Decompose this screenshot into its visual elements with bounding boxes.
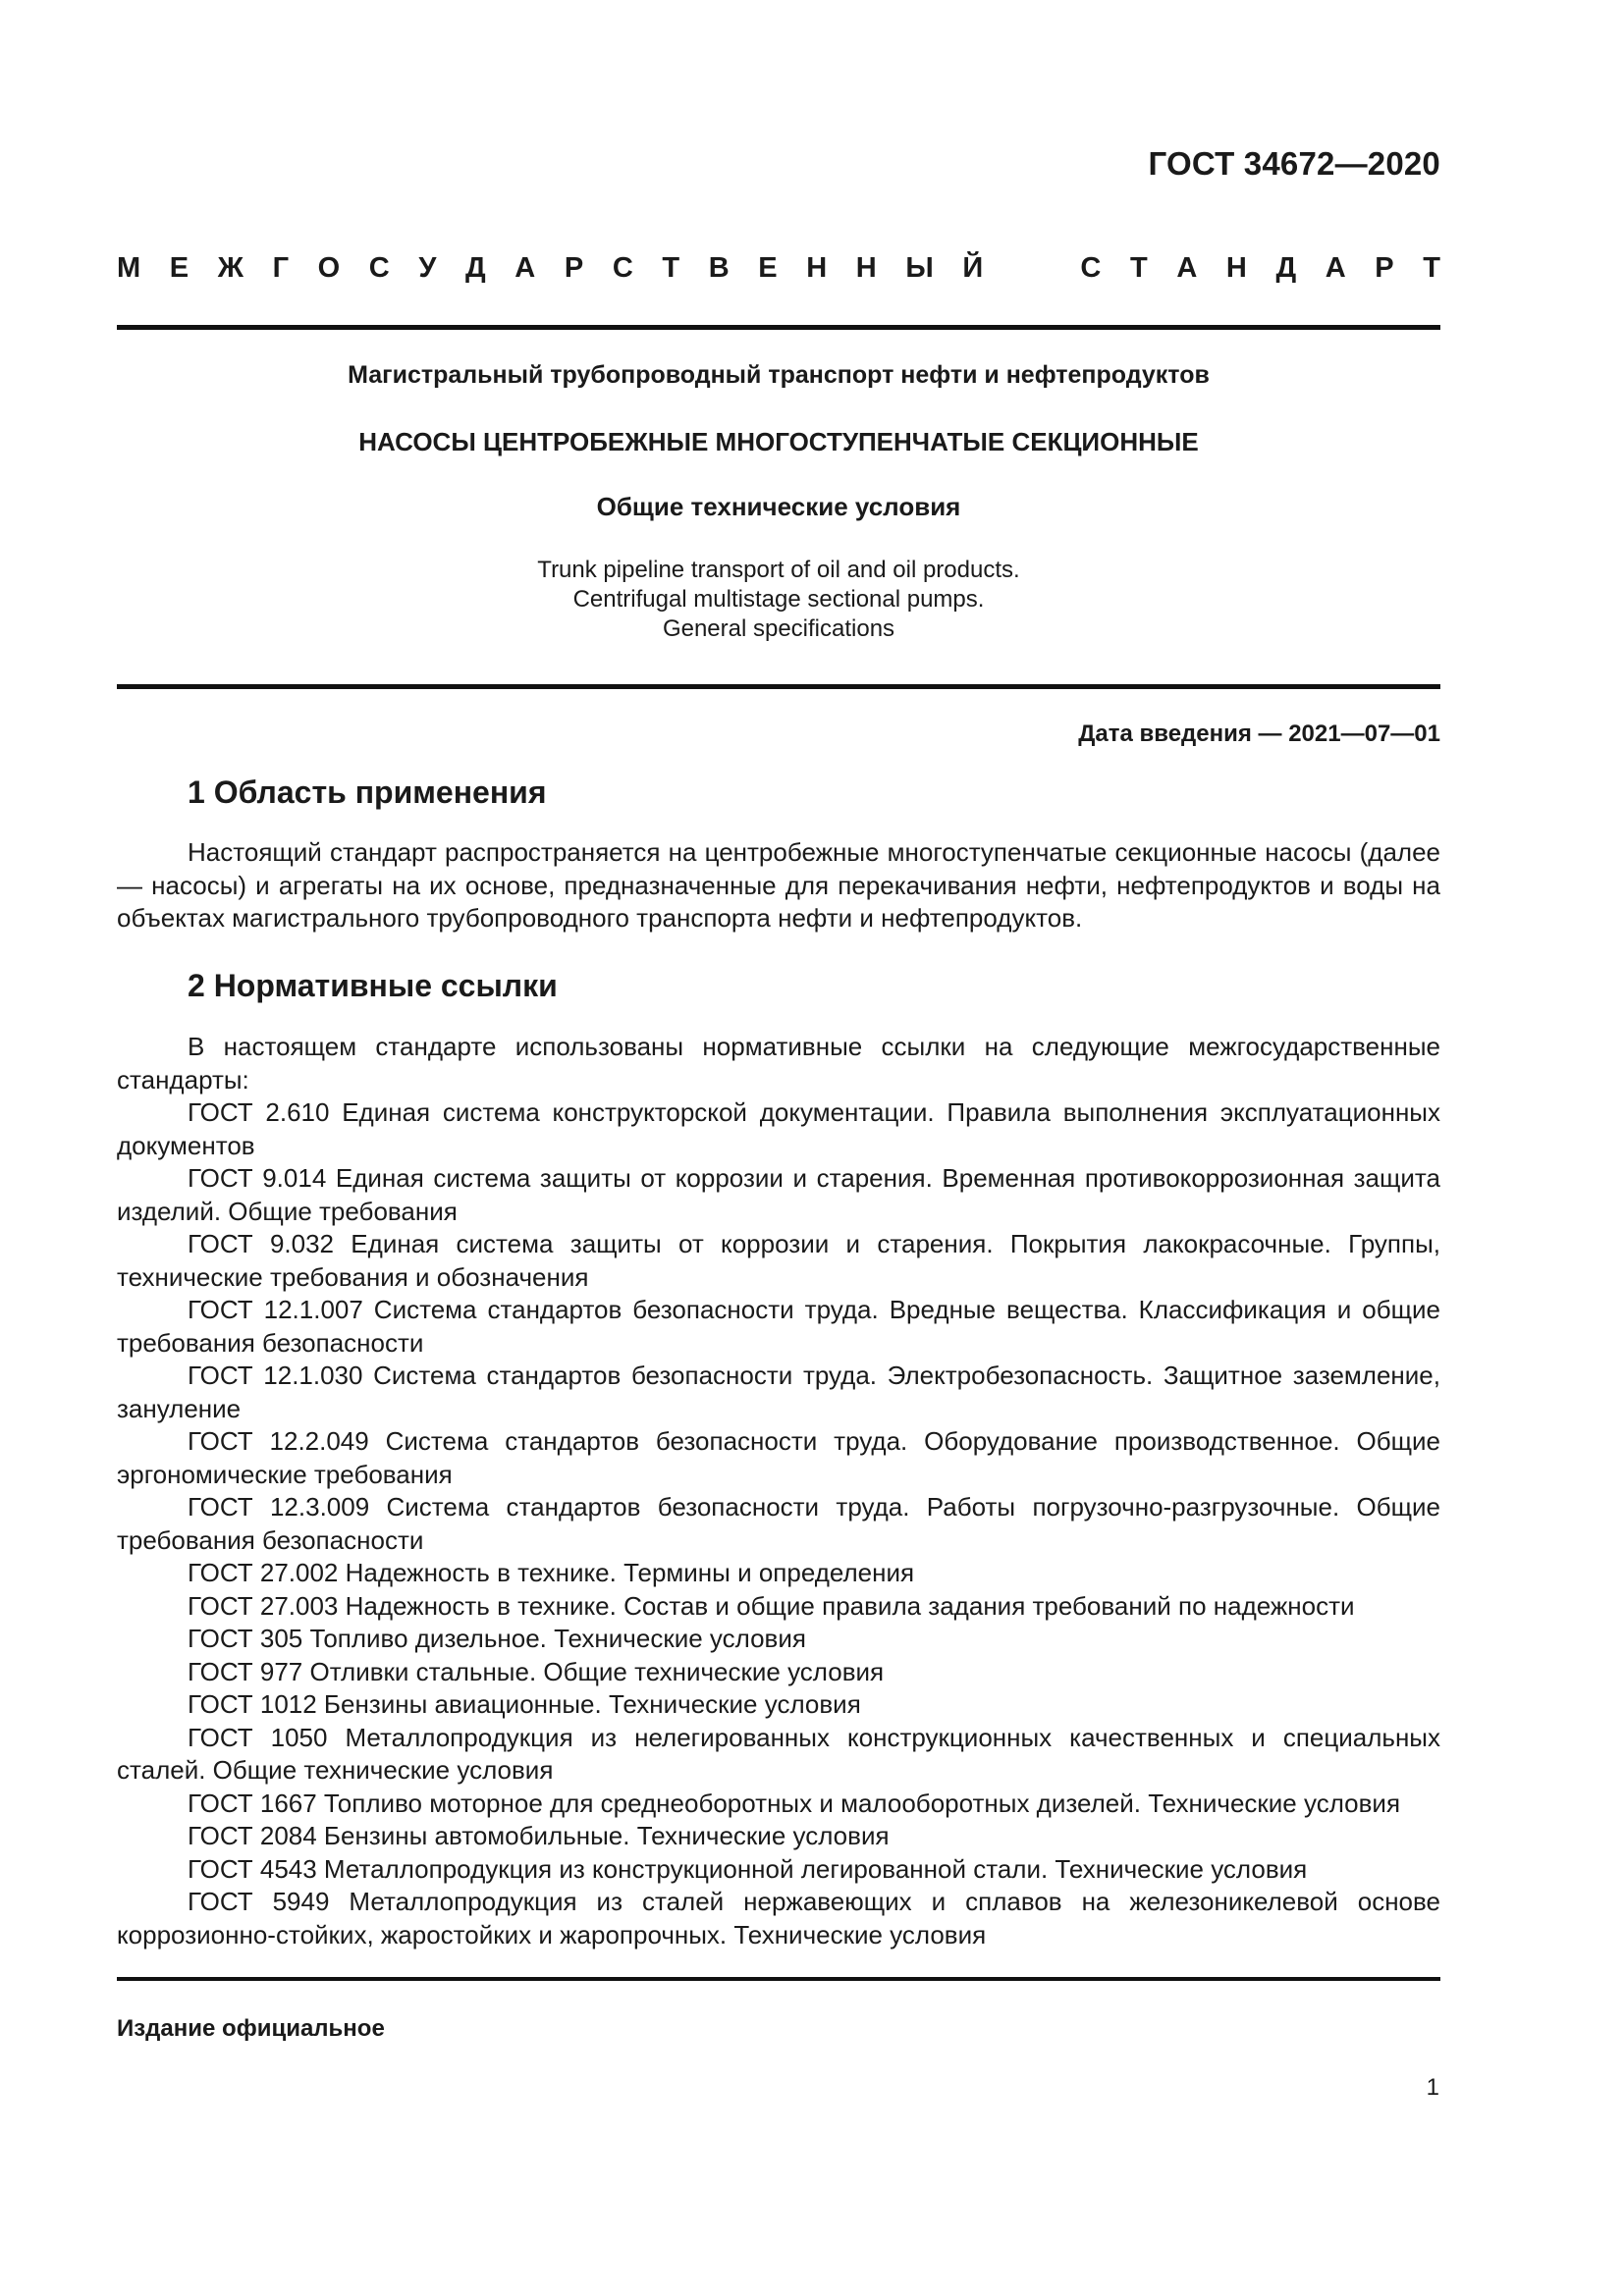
heading-letter: А [1325, 252, 1346, 284]
heading-letter: А [1176, 252, 1198, 284]
reference-item: ГОСТ 12.1.030 Система стандартов безопасности труда. Электробезопасность. Защитное заземление, зануление [117, 1361, 1440, 1423]
heading-letter: Р [564, 252, 584, 284]
reference-item: ГОСТ 1012 Бензины авиационные. Технические условия [188, 1689, 861, 1719]
heading-letter: С [1080, 252, 1102, 284]
section-1-body [117, 836, 1440, 935]
word-gap [1012, 252, 1052, 285]
english-title-line: Centrifugal multistage sectional pumps. [572, 586, 985, 613]
official-edition-label: Издание официальное [117, 2015, 385, 2042]
reference-item: ГОСТ 1667 Топливо моторное для среднеоборотных и малооборотных дизелей. Технические условия [188, 1788, 1401, 1818]
heading-letter: Е [758, 252, 778, 284]
heading-letter: В [708, 252, 730, 284]
reference-item: ГОСТ 305 Топливо дизельное. Технические условия [188, 1624, 806, 1653]
title-name: НАСОСЫ ЦЕНТРОБЕЖНЫЕ МНОГОСТУПЕНЧАТЫЕ СЕКЦИОННЫЕ [358, 427, 1199, 456]
reference-item: ГОСТ 2.610 Единая система конструкторской документации. Правила выполнения эксплуатационных документов [117, 1097, 1440, 1160]
english-title-line: General specifications [662, 615, 895, 642]
heading-letter: У [418, 252, 437, 284]
heading-letter: Т [1129, 252, 1148, 284]
footer-divider [117, 1977, 1440, 1981]
heading-letter: О [317, 252, 341, 284]
title-category: Магистральный трубопроводный транспорт нефти и нефтепродуктов [348, 361, 1210, 389]
heading-letter: Д [1275, 252, 1297, 284]
reference-item: ГОСТ 977 Отливки стальные. Общие технические условия [188, 1656, 885, 1686]
reference-item: ГОСТ 27.002 Надежность в технике. Термины и определения [188, 1558, 915, 1587]
heading-letter: Т [1423, 252, 1440, 284]
reference-item: ГОСТ 27.003 Надежность в технике. Состав и общие правила задания требований по надежности [188, 1590, 1355, 1621]
reference-item: ГОСТ 4543 Металлопродукция из конструкционной легированной стали. Технические условия [188, 1853, 1308, 1884]
paragraph: Настоящий стандарт распространяется на центробежные многоступенчатые секционные насосы (далее — насосы) и агрегаты на их основе, предназначенные для перекачивания нефти, нефтепродуктов и воды на объектах магистрального трубопроводного транспорта нефти и нефтепродуктов. [117, 837, 1440, 933]
heading-letter: Г [272, 252, 290, 284]
paragraph: В настоящем стандарте использованы нормативные ссылки на следующие межгосударственные стандарты: [117, 1032, 1440, 1095]
heading-letter: С [612, 252, 633, 284]
heading-letter: Р [1375, 252, 1394, 284]
section-2-heading: 2 Нормативные ссылки [188, 968, 558, 1003]
title-divider [117, 684, 1440, 689]
top-divider [117, 325, 1440, 330]
reference-item: ГОСТ 5949 Металлопродукция из сталей нержавеющих и сплавов на железоникелевой основе коррозионно-стойких, жаростойких и жаропрочных. Технические условия [117, 1887, 1440, 1949]
heading-letter: С [368, 252, 390, 284]
heading-letter: А [514, 252, 536, 284]
heading-letter: Ж [217, 252, 244, 284]
introduction-date: Дата введения — 2021—07—01 [1078, 721, 1440, 747]
page-number: 1 [1426, 2074, 1439, 2101]
heading-letter: Й [962, 252, 984, 284]
heading-letter: Н [855, 252, 877, 284]
interstate-standard-heading [117, 252, 1440, 285]
heading-letter: Д [465, 252, 486, 284]
reference-item: ГОСТ 2084 Бензины автомобильные. Технические условия [188, 1821, 890, 1850]
english-title [117, 556, 1440, 644]
english-title-line: Trunk pipeline transport of oil and oil products. [537, 557, 1020, 583]
reference-item: ГОСТ 12.1.007 Система стандартов безопасности труда. Вредные вещества. Классификация и общие требования безопасности [117, 1295, 1440, 1358]
section-2-body [117, 1031, 1440, 1951]
standard-number: ГОСТ 34672—2020 [1148, 145, 1440, 182]
reference-item: ГОСТ 1050 Металлопродукция из нелегированных конструкционных качественных и специальных сталей. Общие технические условия [117, 1722, 1440, 1785]
heading-letter: Н [1225, 252, 1247, 284]
reference-item: ГОСТ 9.014 Единая система защиты от коррозии и старения. Временная противокоррозионная защита изделий. Общие требования [117, 1163, 1440, 1226]
reference-item: ГОСТ 12.2.049 Система стандартов безопасности труда. Оборудование производственное. Общие эргономические требования [117, 1426, 1440, 1489]
reference-item: ГОСТ 12.3.009 Система стандартов безопасности труда. Работы погрузочно-разгрузочные. Общие требования безопасности [117, 1492, 1440, 1555]
heading-letter: М [117, 252, 141, 284]
heading-letter: Н [806, 252, 828, 284]
heading-letter: Т [662, 252, 680, 284]
heading-letter: Е [169, 252, 189, 284]
reference-item: ГОСТ 9.032 Единая система защиты от коррозии и старения. Покрытия лакокрасочные. Группы, технические требования и обозначения [117, 1229, 1440, 1292]
heading-letter: Ы [905, 252, 934, 284]
title-subtitle: Общие технические условия [596, 492, 961, 521]
section-1-heading: 1 Область применения [188, 774, 547, 810]
